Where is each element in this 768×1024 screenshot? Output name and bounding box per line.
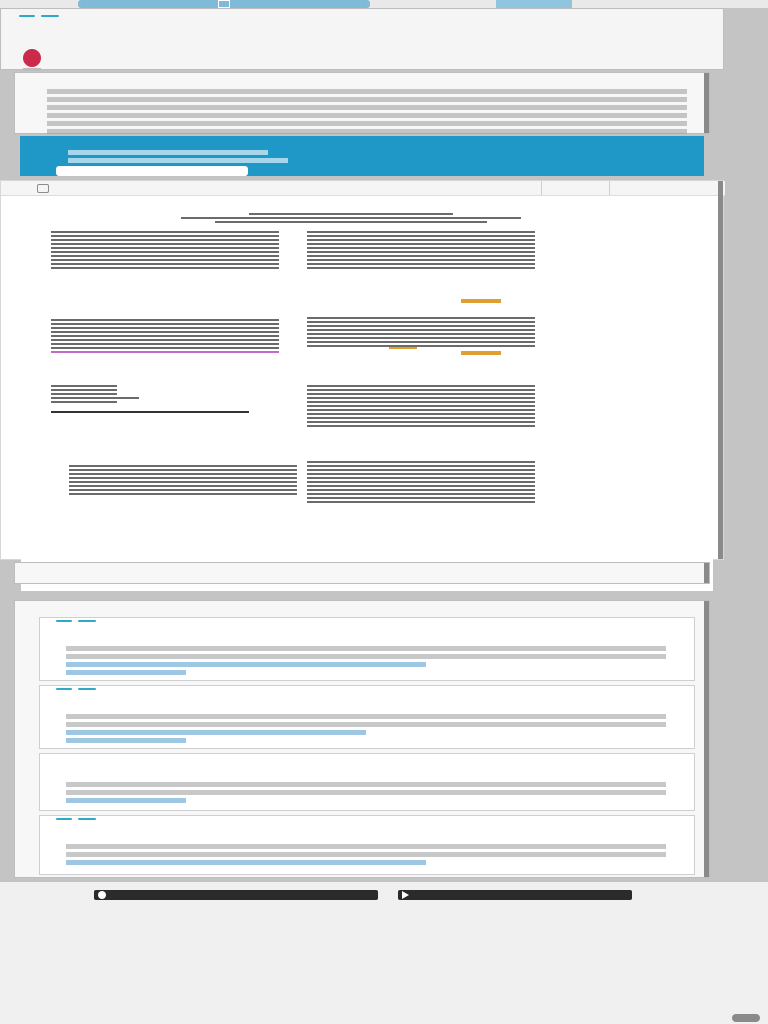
author-avatar[interactable] <box>23 49 41 67</box>
abstract-panel <box>14 72 710 134</box>
fulltext-badge <box>78 818 96 820</box>
apple-icon <box>98 891 106 899</box>
doc-column-right-3 <box>307 385 535 429</box>
recommended-item[interactable] <box>39 685 695 749</box>
chat-bubble-icon[interactable] <box>732 1014 760 1022</box>
document-page <box>21 211 713 591</box>
doc-column-right-2 <box>307 317 535 349</box>
recommended-panel <box>14 600 710 878</box>
viewer-toolbar-divider-1 <box>541 181 542 195</box>
scrollbar[interactable] <box>704 563 709 583</box>
paper-badges <box>19 15 59 17</box>
scrollbar[interactable] <box>718 181 723 559</box>
document-viewer <box>0 180 724 560</box>
article-badge <box>19 15 35 17</box>
download-icon <box>218 0 230 8</box>
citations-panel <box>14 562 710 584</box>
recommended-item[interactable] <box>39 617 695 681</box>
top-bar-secondary-button[interactable] <box>496 0 572 8</box>
recommended-body <box>66 782 666 806</box>
google-play-button[interactable] <box>398 890 632 900</box>
site-footer <box>0 882 768 1024</box>
join-for-free-button[interactable] <box>56 166 248 176</box>
download-fulltext-button[interactable] <box>78 0 370 8</box>
fulltext-badge <box>78 620 96 622</box>
app-store-button[interactable] <box>94 890 378 900</box>
fulltext-badge <box>78 688 96 690</box>
paper-header <box>0 8 724 70</box>
doc-title-block <box>181 213 521 225</box>
recommended-body <box>66 844 666 868</box>
footer-bottom-links <box>82 1012 694 1024</box>
doc-column-right-1 <box>307 231 535 271</box>
doc-column-left-2 <box>51 319 279 355</box>
doc-column-left-4 <box>69 465 297 497</box>
top-bar <box>0 0 768 8</box>
scrollbar[interactable] <box>704 73 709 133</box>
doc-column-right-4 <box>307 461 535 505</box>
viewer-toolbar-divider-2 <box>609 181 610 195</box>
recommended-item[interactable] <box>39 753 695 811</box>
article-badge <box>56 818 72 820</box>
recommended-body <box>66 714 666 746</box>
fulltext-badge <box>41 15 59 17</box>
doc-column-left-1 <box>51 231 279 271</box>
lock-icon <box>37 184 49 193</box>
author-avatar-placeholder <box>23 68 41 71</box>
viewer-header <box>1 181 725 196</box>
article-badge <box>56 688 72 690</box>
play-store-icon <box>402 891 409 899</box>
figure-chart <box>51 385 271 431</box>
join-banner <box>20 136 704 176</box>
article-badge <box>56 620 72 622</box>
recommended-item[interactable] <box>39 815 695 875</box>
figure-marker <box>461 351 501 355</box>
scrollbar[interactable] <box>704 601 709 877</box>
figure-marker <box>461 299 501 303</box>
recommended-body <box>66 646 666 678</box>
